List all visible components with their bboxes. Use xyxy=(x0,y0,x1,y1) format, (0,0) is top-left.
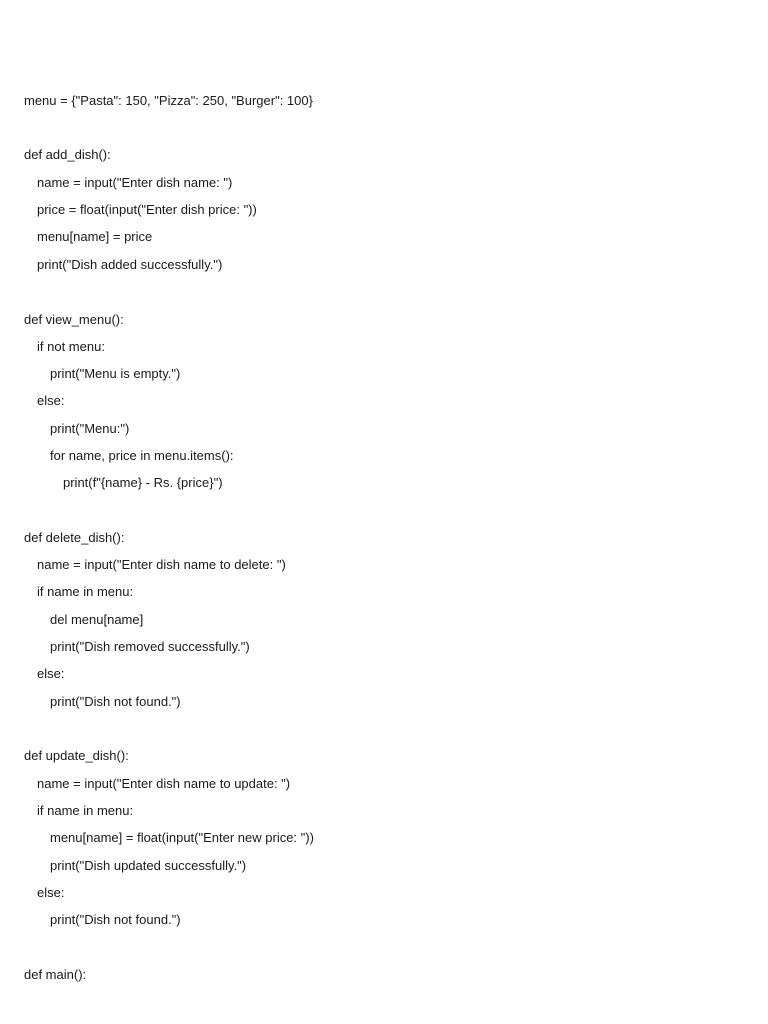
code-line-add-price-input: price = float(input("Enter dish price: ")) xyxy=(37,202,257,217)
code-line-view-print-item: print(f"{name} - Rs. {price}") xyxy=(63,475,223,490)
code-line-update-assign: menu[name] = float(input("Enter new price: ")) xyxy=(50,830,314,845)
code-line-delete-print-not-found: print("Dish not found.") xyxy=(50,694,181,709)
code-line-delete-if: if name in menu: xyxy=(37,584,134,599)
code-line-def-main: def main(): xyxy=(24,967,87,982)
code-line-update-print-updated: print("Dish updated successfully.") xyxy=(50,858,247,873)
code-line-delete-del: del menu[name] xyxy=(50,612,144,627)
code-line-add-assign: menu[name] = price xyxy=(37,229,153,244)
code-line-delete-name-input: name = input("Enter dish name to delete: ") xyxy=(37,557,286,572)
code-line-def-delete-dish: def delete_dish(): xyxy=(24,530,125,545)
code-line-delete-print-removed: print("Dish removed successfully.") xyxy=(50,639,250,654)
code-line-add-print: print("Dish added successfully.") xyxy=(37,257,223,272)
code-line-def-add-dish: def add_dish(): xyxy=(24,147,111,162)
code-line-update-else: else: xyxy=(37,885,65,900)
code-line-view-print-menu: print("Menu:") xyxy=(50,421,130,436)
code-line-view-for-loop: for name, price in menu.items(): xyxy=(50,448,234,463)
code-line-def-view-menu: def view_menu(): xyxy=(24,312,124,327)
code-line-view-if-not: if not menu: xyxy=(37,339,105,354)
code-line-menu-dict: menu = {"Pasta": 150, "Pizza": 250, "Burger": 100} xyxy=(24,93,313,108)
code-line-delete-else: else: xyxy=(37,666,65,681)
code-line-view-else: else: xyxy=(37,393,65,408)
code-line-view-print-empty: print("Menu is empty.") xyxy=(50,366,181,381)
code-line-def-update-dish: def update_dish(): xyxy=(24,748,129,763)
code-line-update-if: if name in menu: xyxy=(37,803,134,818)
code-line-update-print-not-found: print("Dish not found.") xyxy=(50,912,181,927)
code-line-update-name-input: name = input("Enter dish name to update: ") xyxy=(37,776,291,791)
code-line-add-name-input: name = input("Enter dish name: ") xyxy=(37,175,233,190)
